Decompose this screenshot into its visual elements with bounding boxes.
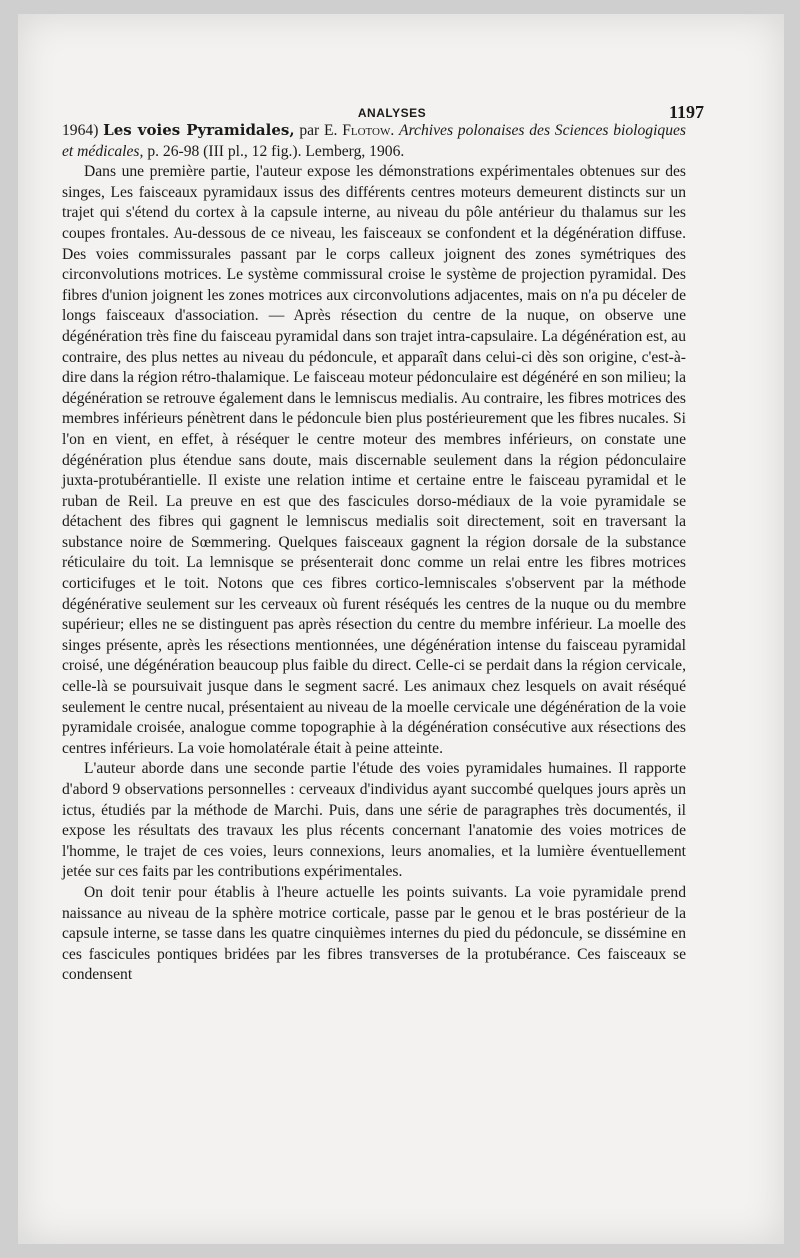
entry-number: 1964) [62,122,99,139]
entry-details: p. 26-98 (III pl., 12 fig.). Lemberg, 1906. [147,142,405,160]
bibliographic-entry [62,120,686,162]
paragraph-1: Dans une première partie, l'auteur expose les démonstrations expérimentales obtenues sur des singes, Les faisceaux pyramidaux issus des différents centres moteurs demeurent distincts sur un trajet qui s'étend du cortex à la capsule interne, au niveau du pôle antérieur du thalamus sur les coupes frontales. Au-dessous de ce niveau, les faisceaux se confondent et la dégénération diffuse. Des voies commissurales passant par le corps calleux joignent des zones symétriques des circonvolutions motrices. Le système commissural croise le système de projection pyramidal. Des fibres d'union joignent les zones motrices aux circonvolutions adjacentes, mais on n'a pu déceler de longs faisceaux d'association. — Après résection du centre de la nuque, on observe une dégénération très fine du faisceau pyramidal dans son trajet intra-capsulaire. La dégénération est, au contraire, des plus nettes au niveau du pédoncule, et apparaît dans celui-ci dès son origine, c'est-à-dire dans la région rétro-thalamique. Le faisceau moteur pédonculaire est dégénéré en son milieu; la dégénération se retrouve également dans le lemniscus medialis. Au contraire, les fibres motrices des membres inférieurs pénètrent dans le pédoncule bien plus postérieurement que les fibres nucales. Si l'on en vient, en effet, à réséquer le centre moteur des membres inférieurs, on constate une dégénération plus étendue sans doute, mais discernable seulement dans la région pédonculaire juxta-protubérantielle. Il existe une relation intime et certaine entre le faisceau pyramidal et le ruban de Reil. La preuve en est que des fascicules dorso-médiaux de la voie pyramidale se détachent des fibres qui gagnent le lemniscus medialis soit directement, soit en traversant la substance noire de Sœmmering. Quelques faisceaux gagnent la région dorsale de la substance réticulaire du toit. La lemnisque se présenterait donc comme un relai entre les fibres motrices corticifuges et le toit. Notons que ces fibres cortico-lemniscales s'observent par la méthode dégénérative seulement sur les cerveaux où furent réséqués les centres de la nuque ou du membre supérieur; elles ne se distinguent pas après résection du centre du membre inférieur. La moelle des singes présente, après les résections mentionnées, une dégénération intense du faisceau pyramidal croisé, une dégénération beaucoup plus faible du direct. Celle-ci se perdait dans la région cervicale, celle-là se poursuivait jusque dans le segment sacré. Les animaux chez lesquels on avait réséqué seulement le centre nucal, présentaient au niveau de la moelle cervicale une dégénération de la voie pyramidale croisée, analogue comme topographie à la dégénération consécutive aux résections des centres inférieurs. La voie homolatérale était à peine atteinte. [62,163,686,757]
entry-journal: Archives polonaises des Sciences biologiques et médicales, [62,122,686,160]
running-title: ANALYSES [357,106,427,120]
entry-author: Flotow. [342,122,395,139]
page-number: 1197 [668,102,704,122]
paragraph-2: L'auteur aborde dans une seconde partie l'étude des voies pyramidales humaines. Il rapporte d'abord 9 observations personnelles : cerveaux d'individus ayant succombé quelques jours après un ictus, étudiés par la méthode de Marchi. Puis, dans une série de paragraphes très documentés, il expose les résultats des travaux les plus récents concernant l'anatomie des voies motrices de l'homme, le trajet de ces voies, leurs connexions, leurs anomalies, et la lumière éventuellement jetée sur ces faits par les contributions expérimentales. [62,760,686,881]
paragraph-3: On doit tenir pour établis à l'heure actuelle les points suivants. La voie pyramidale prend naissance au niveau de la sphère motrice corticale, passe par le genou et le bras postérieur de la capsule interne, se tasse dans les quatre cinquièmes internes du pied du pédoncule, se dissémine en ces fascicules pontiques bridées par les fibres transverses de la protubérance. Ces faisceaux se condensent [62,883,686,984]
article-body [62,120,686,986]
entry-title: Les voies Pyramidales, [103,121,295,139]
entry-by: par E. [299,122,338,139]
